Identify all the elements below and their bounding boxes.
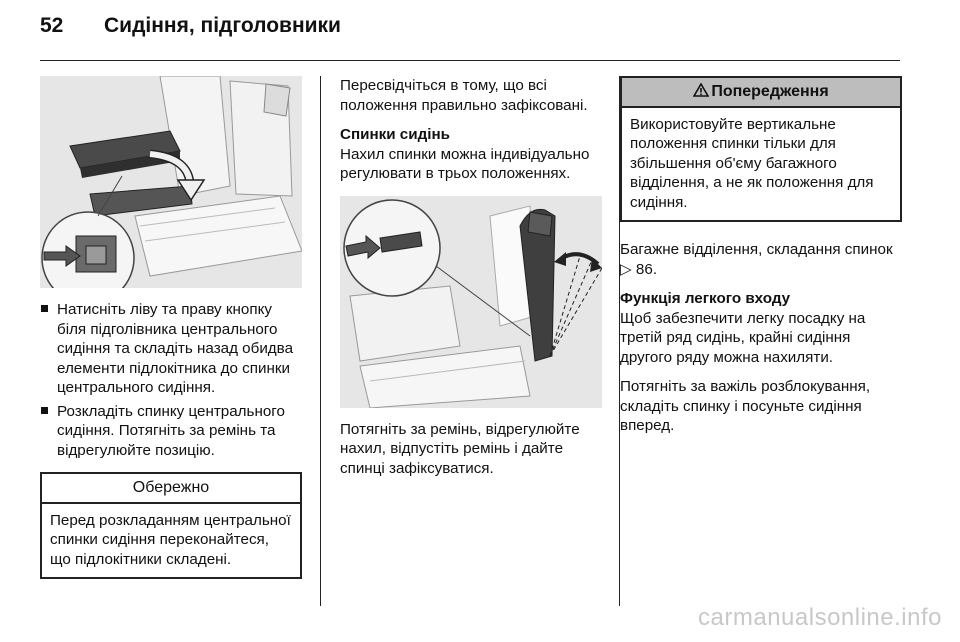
warning-title-bar — [622, 78, 900, 108]
column-divider-1 — [320, 76, 321, 606]
caution-box — [40, 472, 302, 579]
seatback-illustration — [340, 196, 602, 408]
easy-entry-heading: Функція легкого входу — [620, 290, 791, 307]
header-rule — [40, 60, 900, 61]
column-right — [620, 76, 902, 436]
easy-entry-paragraph-2: Потягніть за важіль розблокування, складіть спинку і посуньте сидіння вперед. — [620, 378, 871, 434]
page-number: 52 — [40, 14, 64, 37]
caution-title: Обережно — [42, 474, 300, 504]
seatbacks-paragraph: Нахил спинки можна індивідуально регулювати в трьох положеннях. — [340, 145, 590, 182]
steps-list — [40, 300, 302, 460]
reference-paragraph: Багажне відділення, складання спинок ▷ 86. — [620, 241, 893, 278]
bullet-icon — [41, 407, 48, 414]
list-item: Натисніть ліву та праву кнопку біля підголівника центрального сидіння та складіть назад обидва елементи підлокітника до спинки центрального сидіння. — [40, 300, 302, 398]
warning-triangle-icon — [693, 83, 709, 97]
column-middle — [340, 76, 602, 478]
caution-body: Перед розкладанням центральної спинки сидіння переконайтеся, що підлокітники складені. — [50, 511, 291, 568]
list-item: Розкладіть спинку центрального сидіння. Потягніть за ремінь та відрегулюйте позицію. — [40, 402, 302, 461]
warning-body: Використовуйте вертикальне положення спинки тільки для збільшення об'єму багажного відділення, а не як положення для сидіння. — [630, 115, 874, 211]
page-header — [40, 14, 341, 38]
section-title: Сидіння, підголовники — [104, 14, 341, 37]
warning-box — [620, 76, 902, 222]
reference-arrow-icon: ▷ — [620, 260, 632, 278]
watermark: carmanualsonline.info — [698, 604, 942, 631]
warning-title: Попередження — [711, 83, 829, 100]
easy-entry-paragraph-1: Щоб забезпечити легку посадку на третій ряд сидінь, крайні сидіння другого ряду можна нахиляти. — [620, 309, 866, 366]
seatbacks-heading: Спинки сидінь — [340, 126, 450, 143]
reference-page-link[interactable]: 86. — [635, 260, 658, 278]
intro-paragraph: Пересвідчіться в тому, що всі положення правильно зафіксовані. — [340, 77, 588, 114]
column-left — [40, 76, 302, 579]
armrest-illustration — [40, 76, 302, 288]
adjust-paragraph: Потягніть за ремінь, відрегулюйте нахил, відпустіть ремінь і дайте спинці зафіксуватися. — [340, 420, 580, 477]
bullet-icon — [41, 305, 48, 312]
